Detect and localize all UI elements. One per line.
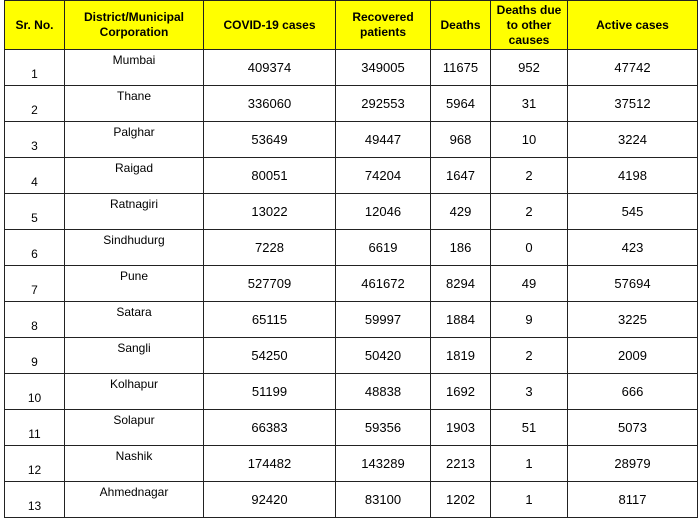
cell-sr-no: 4: [5, 158, 65, 194]
cell-district: Sindhudurg: [65, 230, 204, 266]
cell-district: Thane: [65, 86, 204, 122]
cell-district: Ratnagiri: [65, 194, 204, 230]
cell-other-deaths: 51: [491, 410, 568, 446]
cell-recovered: 292553: [336, 86, 431, 122]
cell-other-deaths: 1: [491, 446, 568, 482]
cell-district: Kolhapur: [65, 374, 204, 410]
cell-sr-no: 11: [5, 410, 65, 446]
cell-active: 423: [568, 230, 698, 266]
cell-active: 2009: [568, 338, 698, 374]
cell-deaths: 968: [431, 122, 491, 158]
cell-sr-no: 13: [5, 482, 65, 518]
table-row: [5, 482, 698, 518]
table-row: [5, 158, 698, 194]
cell-deaths: 429: [431, 194, 491, 230]
cell-district: Mumbai: [65, 50, 204, 86]
cell-deaths: 1884: [431, 302, 491, 338]
cell-recovered: 143289: [336, 446, 431, 482]
cell-covid-cases: 527709: [204, 266, 336, 302]
cell-covid-cases: 174482: [204, 446, 336, 482]
table-row: [5, 86, 698, 122]
cell-active: 8117: [568, 482, 698, 518]
cell-recovered: 59997: [336, 302, 431, 338]
cell-recovered: 6619: [336, 230, 431, 266]
cell-other-deaths: 2: [491, 338, 568, 374]
cell-other-deaths: 3: [491, 374, 568, 410]
cell-sr-no: 6: [5, 230, 65, 266]
table-row: [5, 302, 698, 338]
cell-active: 5073: [568, 410, 698, 446]
cell-active: 4198: [568, 158, 698, 194]
cell-covid-cases: 409374: [204, 50, 336, 86]
header-district: District/Municipal Corporation: [65, 1, 204, 50]
cell-active: 545: [568, 194, 698, 230]
cell-sr-no: 9: [5, 338, 65, 374]
cell-active: 3224: [568, 122, 698, 158]
cell-active: 28979: [568, 446, 698, 482]
cell-active: 37512: [568, 86, 698, 122]
cell-sr-no: 2: [5, 86, 65, 122]
cell-deaths: 11675: [431, 50, 491, 86]
header-deaths: Deaths: [431, 1, 491, 50]
header-sr-no: Sr. No.: [5, 1, 65, 50]
cell-covid-cases: 13022: [204, 194, 336, 230]
cell-covid-cases: 66383: [204, 410, 336, 446]
cell-deaths: 1819: [431, 338, 491, 374]
cell-other-deaths: 952: [491, 50, 568, 86]
cell-deaths: 1202: [431, 482, 491, 518]
cell-deaths: 2213: [431, 446, 491, 482]
cell-other-deaths: 0: [491, 230, 568, 266]
header-covid-cases: COVID-19 cases: [204, 1, 336, 50]
table-row: [5, 374, 698, 410]
cell-sr-no: 5: [5, 194, 65, 230]
header-recovered: Recovered patients: [336, 1, 431, 50]
cell-active: 666: [568, 374, 698, 410]
cell-recovered: 349005: [336, 50, 431, 86]
cell-covid-cases: 51199: [204, 374, 336, 410]
cell-active: 57694: [568, 266, 698, 302]
cell-recovered: 83100: [336, 482, 431, 518]
covid-district-table: [4, 0, 698, 518]
cell-deaths: 1647: [431, 158, 491, 194]
cell-covid-cases: 92420: [204, 482, 336, 518]
cell-deaths: 5964: [431, 86, 491, 122]
cell-recovered: 49447: [336, 122, 431, 158]
cell-covid-cases: 65115: [204, 302, 336, 338]
cell-district: Ahmednagar: [65, 482, 204, 518]
cell-deaths: 186: [431, 230, 491, 266]
table-row: [5, 338, 698, 374]
cell-district: Palghar: [65, 122, 204, 158]
cell-sr-no: 10: [5, 374, 65, 410]
cell-sr-no: 8: [5, 302, 65, 338]
cell-covid-cases: 80051: [204, 158, 336, 194]
cell-district: Pune: [65, 266, 204, 302]
cell-recovered: 50420: [336, 338, 431, 374]
cell-district: Satara: [65, 302, 204, 338]
table-row: [5, 194, 698, 230]
cell-recovered: 12046: [336, 194, 431, 230]
table-row: [5, 230, 698, 266]
cell-sr-no: 1: [5, 50, 65, 86]
table-row: [5, 122, 698, 158]
header-active: Active cases: [568, 1, 698, 50]
cell-covid-cases: 54250: [204, 338, 336, 374]
table-row: [5, 266, 698, 302]
header-other-deaths: Deaths due to other causes: [491, 1, 568, 50]
cell-covid-cases: 336060: [204, 86, 336, 122]
cell-recovered: 59356: [336, 410, 431, 446]
cell-other-deaths: 2: [491, 158, 568, 194]
cell-deaths: 8294: [431, 266, 491, 302]
cell-recovered: 461672: [336, 266, 431, 302]
cell-district: Nashik: [65, 446, 204, 482]
cell-covid-cases: 53649: [204, 122, 336, 158]
header-row: [5, 1, 698, 50]
cell-other-deaths: 1: [491, 482, 568, 518]
cell-covid-cases: 7228: [204, 230, 336, 266]
cell-active: 3225: [568, 302, 698, 338]
cell-recovered: 48838: [336, 374, 431, 410]
cell-other-deaths: 31: [491, 86, 568, 122]
table-row: [5, 50, 698, 86]
cell-deaths: 1692: [431, 374, 491, 410]
cell-other-deaths: 9: [491, 302, 568, 338]
table-row: [5, 410, 698, 446]
cell-recovered: 74204: [336, 158, 431, 194]
cell-sr-no: 7: [5, 266, 65, 302]
table-body: [5, 50, 698, 518]
cell-district: Raigad: [65, 158, 204, 194]
cell-sr-no: 12: [5, 446, 65, 482]
cell-other-deaths: 10: [491, 122, 568, 158]
cell-district: Sangli: [65, 338, 204, 374]
cell-district: Solapur: [65, 410, 204, 446]
cell-sr-no: 3: [5, 122, 65, 158]
cell-active: 47742: [568, 50, 698, 86]
cell-deaths: 1903: [431, 410, 491, 446]
cell-other-deaths: 49: [491, 266, 568, 302]
cell-other-deaths: 2: [491, 194, 568, 230]
table-row: [5, 446, 698, 482]
